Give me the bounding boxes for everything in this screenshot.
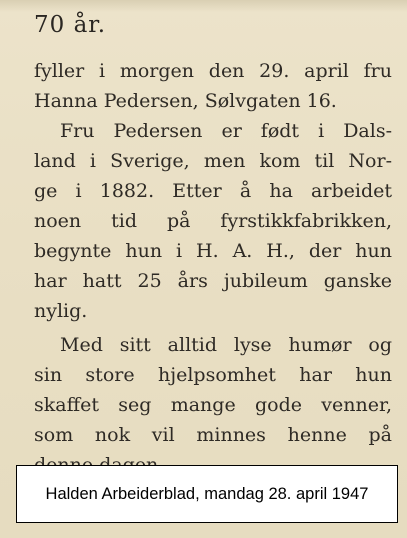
article-line: sin store hjelpsomhet har hun [34, 364, 392, 386]
article-line: land i Sverige, men kom til Nor- [34, 150, 392, 172]
article-line: fyller i morgen den 29. april fru [34, 60, 392, 82]
clipping-top-edge [0, 0, 407, 12]
article-line: Med sitt alltid lyse humør og [60, 334, 392, 356]
article-line: skaffet seg mange gode venner, [34, 394, 392, 416]
article-line: Hanna Pedersen, Sølvgaten 16. [34, 90, 337, 112]
article-line: nylig. [34, 300, 88, 322]
article-line: begynte hun i H. A. H., der hun [34, 240, 392, 262]
article-line: har hatt 25 års jubileum ganske [34, 270, 392, 292]
article-line: ge i 1882. Etter å ha arbeidet [34, 180, 392, 202]
source-caption: Halden Arbeiderblad, mandag 28. april 1947 [45, 484, 369, 503]
article-line: som nok vil minnes henne på [34, 424, 392, 446]
article-line: Fru Pedersen er født i Dals- [60, 120, 392, 142]
source-caption-box [16, 465, 398, 523]
article-body [34, 56, 392, 480]
article-heading: 70 år. [34, 12, 107, 38]
article-line: noen tid på fyrstikkfabrikken, [34, 210, 392, 232]
